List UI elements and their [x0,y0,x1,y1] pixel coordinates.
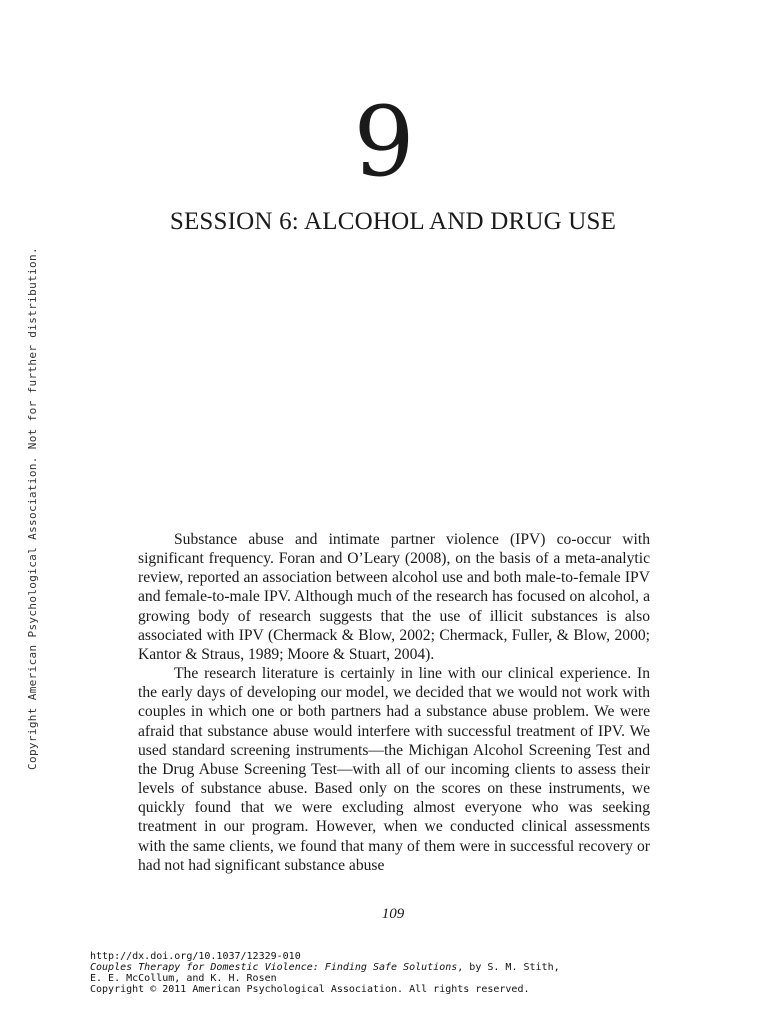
citation-line [90,962,690,973]
copyright-side-notice: Copyright American Psychological Association. Not for further distribution. [26,247,39,770]
citation-footer [90,951,690,995]
paragraph-2: The research literature is certainly in line with our clinical experience. In the early days of developing our model, we decided that we would not work with couples in which one or both partners had a substance abuse problem. We were afraid that substance abuse would interfere with successful treatment of IPV. We used standard screening instruments—the Michigan Alcohol Screening Test and the Drug Abuse Screening Test—with all of our incoming clients to assess their levels of substance abuse. Based only on the scores on these instruments, we quickly found that we were excluding almost everyone who was seeking treatment in our program. However, when we conducted clinical assessments with the same clients, we found that many of them were in successful recovery or had not had significant substance abuse [138,665,650,874]
copyright-line: Copyright © 2011 American Psychological Association. All rights reserved. [90,984,530,995]
paragraph-1: Substance abuse and intimate partner violence (IPV) co-occur with significant frequency. Foran and O’Leary (2008), on the basis of a meta-analytic review, reported an association between alcohol use and both male-to-female IPV and female-to-male IPV. Although much of the research has focused on alcohol, a growing body of research suggests that the use of illicit substances is also associated with IPV (Chermack & Blow, 2002; Chermack, Fuller, & Blow, 2000; Kantor & Straus, 1989; Moore & Stuart, 2004). [138,531,650,663]
authors-part1: , by S. M. Stith, [457,962,560,973]
chapter-title: SESSION 6: ALCOHOL AND DRUG USE [169,208,617,235]
chapter-number: 9 [353,86,415,198]
book-title: Couples Therapy for Domestic Violence: Finding Safe Solutions [90,962,458,973]
page-number: 109 [381,906,405,922]
body-text [138,530,650,875]
authors-part2: E. E. McCollum, and K. H. Rosen [90,973,277,984]
doi-link[interactable]: http://dx.doi.org/10.1037/12329-010 [90,951,301,962]
